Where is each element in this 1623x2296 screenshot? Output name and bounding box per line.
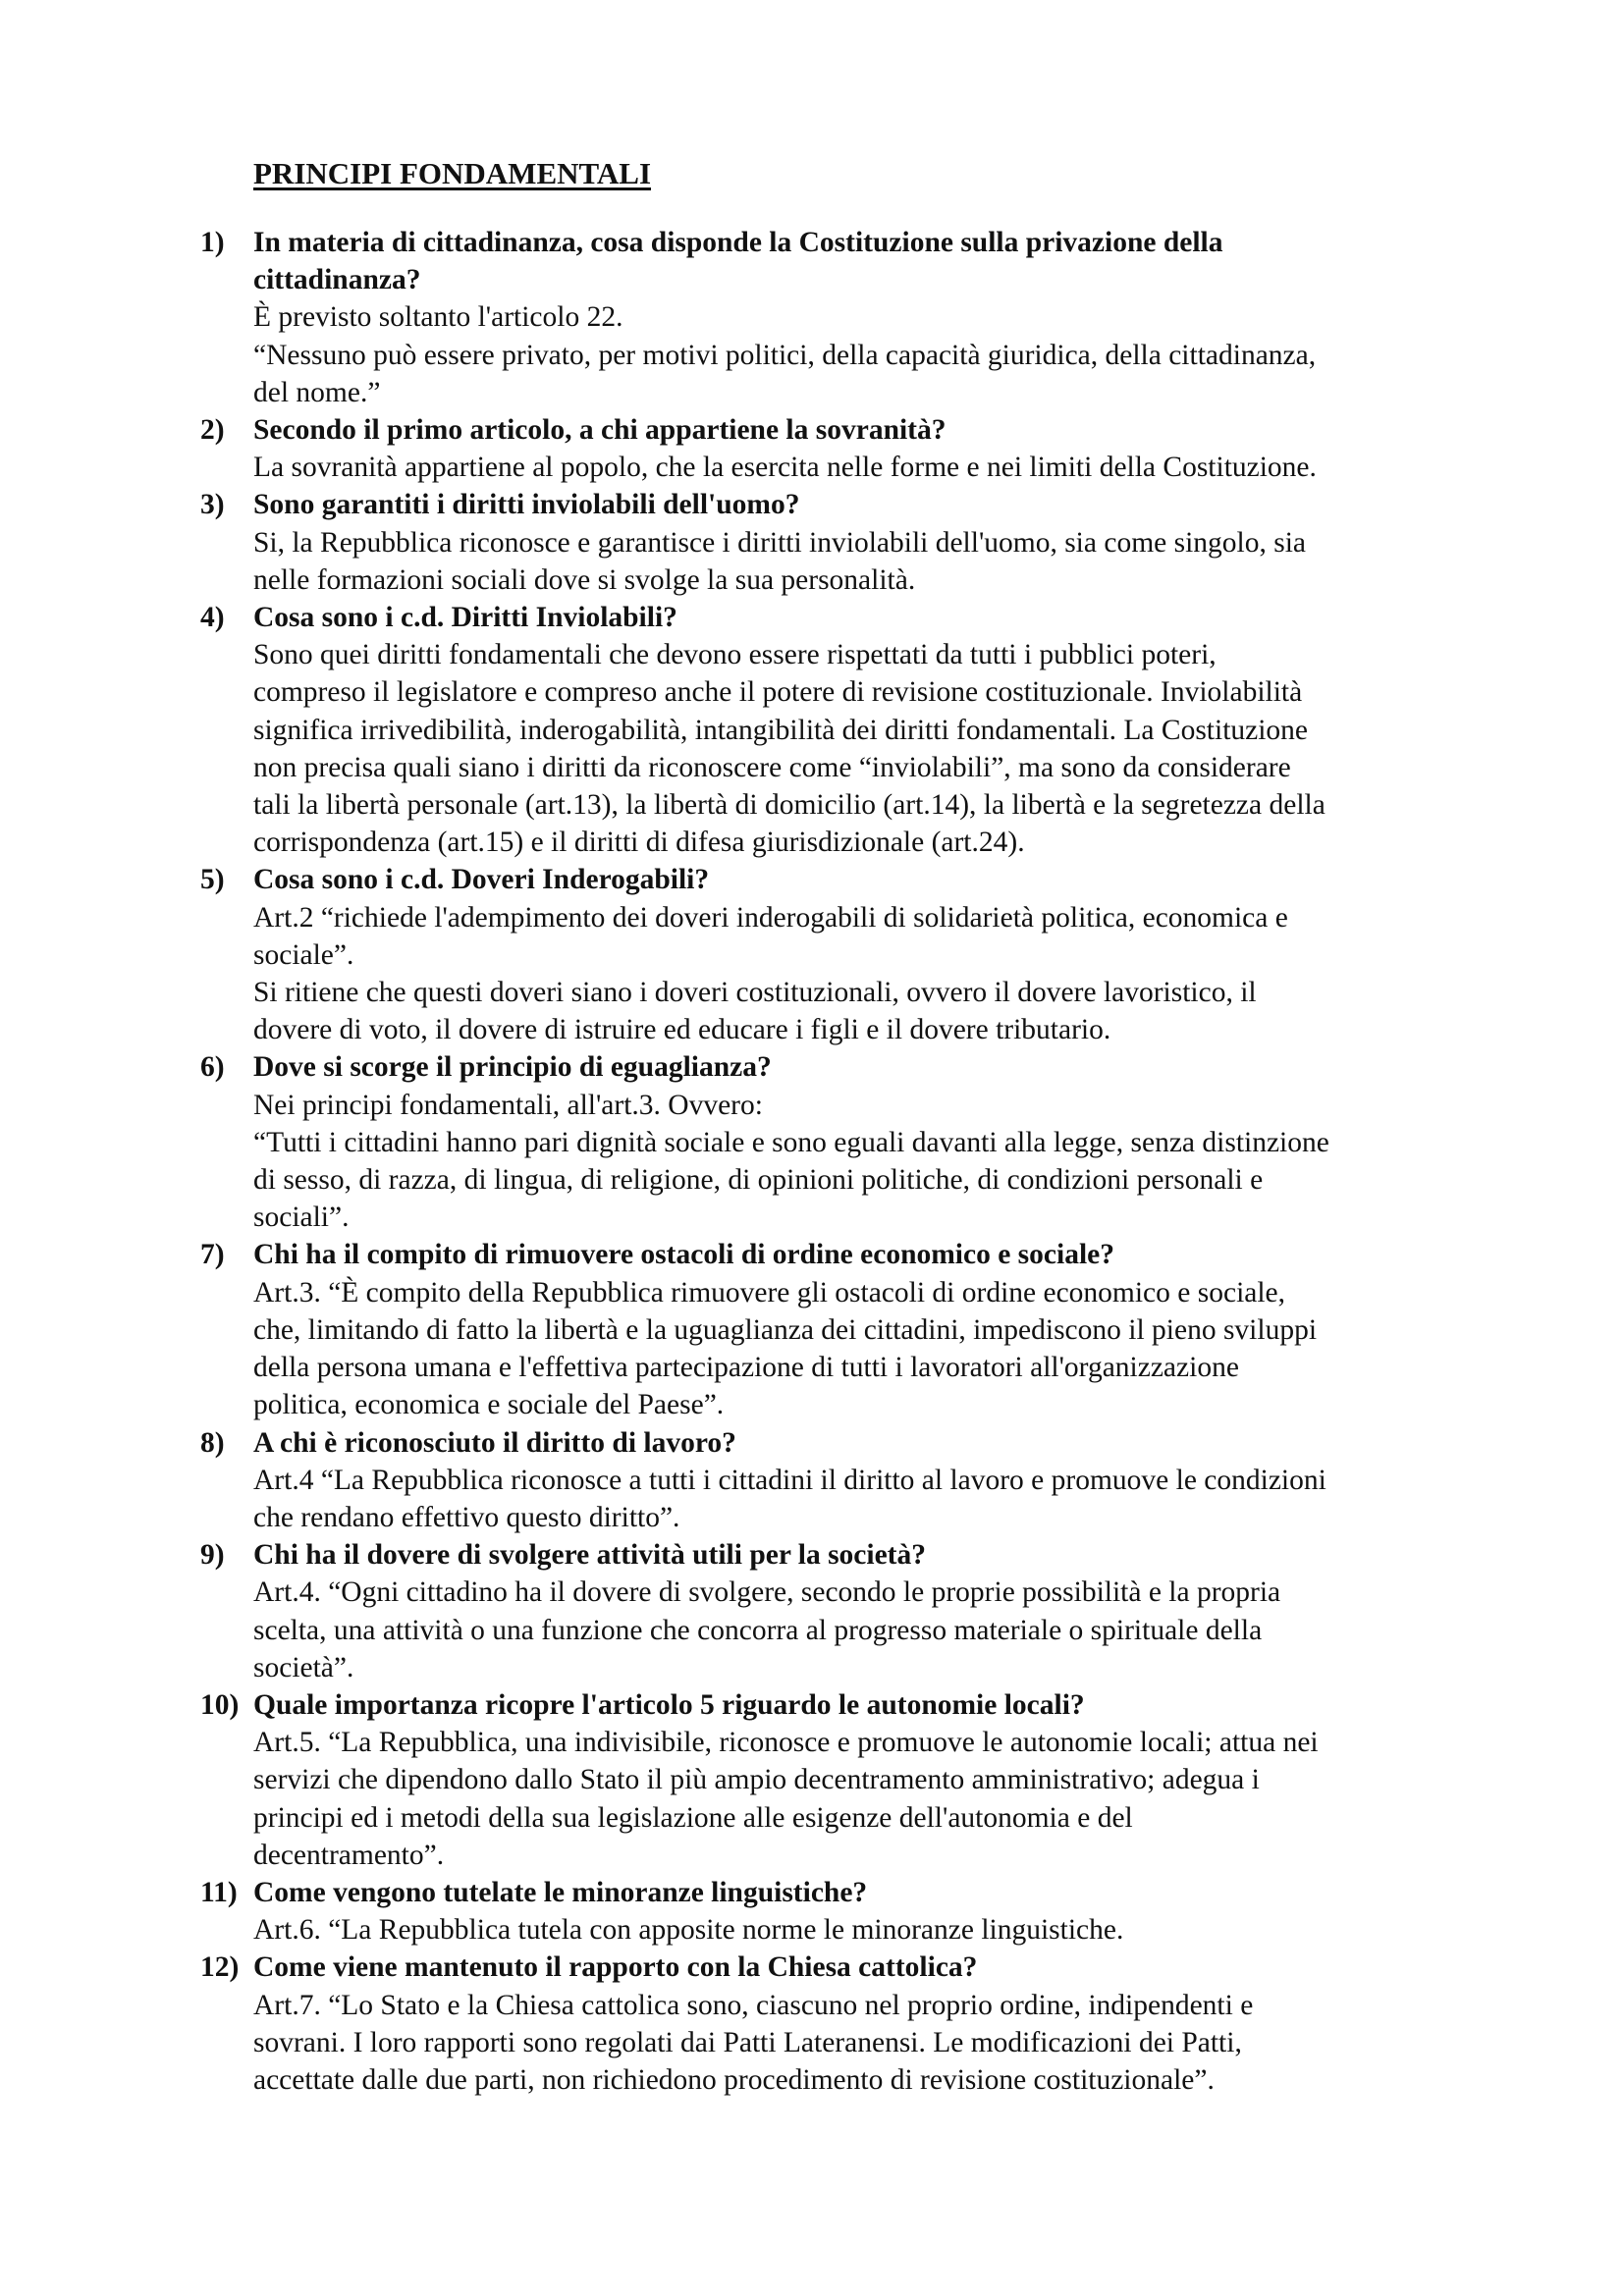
- question-text: [253, 1686, 1477, 1724]
- answer-text: [253, 899, 1477, 1049]
- answer-line: È previsto soltanto l'articolo 22.: [253, 301, 623, 334]
- answer-line: Art.2 “richiede l'adempimento dei doveri inderogabili di solidarietà politica, economica e: [253, 901, 1288, 934]
- question-line: A chi è riconosciuto il diritto di lavoro?: [253, 1426, 736, 1459]
- answer-line: politica, economica e sociale del Paese”.: [253, 1389, 725, 1421]
- question-text: [253, 861, 1477, 898]
- answer-line: decentramento”.: [253, 1839, 445, 1871]
- question-number: 1): [200, 227, 225, 258]
- answer-text: [253, 449, 1477, 486]
- answer-line: Art.6. “La Repubblica tutela con apposite norme le minoranze linguistiche.: [253, 1914, 1124, 1947]
- question-text: [253, 599, 1477, 636]
- answer-line: del nome.”: [253, 376, 381, 408]
- question-item: [200, 1536, 1477, 1686]
- answer-line: dovere di voto, il dovere di istruire ed educare i figli e il dovere tributario.: [253, 1014, 1111, 1046]
- answer-line: di sesso, di razza, di lingua, di religione, di opinioni politiche, di condizioni personali e: [253, 1164, 1264, 1197]
- question-line: Secondo il primo articolo, a chi appartiene la sovranità?: [253, 414, 947, 447]
- question-item: [200, 224, 1477, 411]
- answer-line: sociale”.: [253, 938, 354, 971]
- answer-line: “Nessuno può essere privato, per motivi politici, della capacità giuridica, della cittadinanza,: [253, 339, 1317, 371]
- question-number: 11): [200, 1876, 238, 1908]
- question-text: [253, 486, 1477, 523]
- answer-text: [253, 1087, 1477, 1237]
- answer-line: La sovranità appartiene al popolo, che la esercita nelle forme e nei limiti della Costituzione.: [253, 452, 1317, 484]
- answer-line: sovrani. I loro rapporti sono regolati dai Patti Lateranensi. Le modificazioni dei Patti,: [253, 2026, 1242, 2058]
- answer-text: [253, 1911, 1477, 1949]
- answer-text: [253, 1462, 1477, 1536]
- question-text: [253, 1236, 1477, 1273]
- question-item: [200, 861, 1477, 1048]
- question-number: 8): [200, 1426, 225, 1459]
- question-line: Chi ha il compito di rimuovere ostacoli di ordine economico e sociale?: [253, 1239, 1114, 1271]
- question-line: Chi ha il dovere di svolgere attività utili per la società?: [253, 1539, 927, 1572]
- answer-line: Art.4. “Ogni cittadino ha il dovere di svolgere, secondo le proprie possibilità e la propria: [253, 1576, 1281, 1609]
- question-line: Dove si scorge il principio di eguaglianza?: [253, 1051, 772, 1084]
- question-line: Sono garantiti i diritti inviolabili dell'uomo?: [253, 489, 800, 521]
- question-item: [200, 1874, 1477, 1949]
- question-item: [200, 411, 1477, 486]
- question-line: Come vengono tutelate le minoranze linguistiche?: [253, 1876, 868, 1908]
- question-item: [200, 599, 1477, 861]
- document-title: PRINCIPI FONDAMENTALI: [253, 156, 652, 190]
- answer-text: [253, 1574, 1477, 1686]
- answer-line: tali la libertà personale (art.13), la libertà di domicilio (art.14), la libertà e la segretezza della: [253, 789, 1325, 822]
- answer-line: “Tutti i cittadini hanno pari dignità sociale e sono eguali davanti alla legge, senza distinzione: [253, 1126, 1329, 1158]
- question-number: 2): [200, 414, 225, 447]
- answer-line: significa irrivedibilità, inderogabilità, intangibilità dei diritti fondamentali. La Costituzione: [253, 714, 1309, 746]
- answer-line: Art.7. “Lo Stato e la Chiesa cattolica sono, ciascuno nel proprio ordine, indipendenti e: [253, 1989, 1254, 2021]
- question-item: [200, 1048, 1477, 1236]
- question-text: [253, 1536, 1477, 1574]
- answer-text: [253, 1274, 1477, 1424]
- question-text: [253, 1424, 1477, 1462]
- question-number: 10): [200, 1688, 240, 1721]
- question-line: Cosa sono i c.d. Doveri Inderogabili?: [253, 864, 710, 896]
- answer-line: accettate dalle due parti, non richiedono procedimento di revisione costituzionale”.: [253, 2063, 1215, 2096]
- question-item: [200, 1236, 1477, 1423]
- answer-line: corrispondenza (art.15) e il diritti di difesa giurisdizionale (art.24).: [253, 827, 1025, 859]
- answer-text: [253, 1724, 1477, 1874]
- answer-line: della persona umana e l'effettiva partecipazione di tutti i lavoratori all'organizzazione: [253, 1352, 1239, 1384]
- question-item: [200, 1686, 1477, 1874]
- answer-line: Sono quei diritti fondamentali che devono essere rispettati da tutti i pubblici poteri,: [253, 639, 1217, 671]
- question-number: 4): [200, 602, 225, 634]
- question-text: [253, 224, 1477, 298]
- question-number: 3): [200, 489, 225, 521]
- question-number: 7): [200, 1239, 225, 1271]
- question-number: 6): [200, 1051, 225, 1084]
- question-line: In materia di cittadinanza, cosa disponde la Costituzione sulla privazione della: [253, 227, 1223, 258]
- question-item: [200, 486, 1477, 599]
- answer-text: [253, 1987, 1477, 2100]
- question-number: 5): [200, 864, 225, 896]
- answer-line: servizi che dipendono dallo Stato il più ampio decentramento amministrativo; adegua i: [253, 1764, 1260, 1796]
- answer-line: scelta, una attività o una funzione che concorra al progresso materiale o spirituale della: [253, 1614, 1263, 1646]
- answer-line: che rendano effettivo questo diritto”.: [253, 1501, 680, 1533]
- answer-line: che, limitando di fatto la libertà e la uguaglianza dei cittadini, impediscono il pieno sviluppi: [253, 1313, 1318, 1346]
- answer-line: principi ed i metodi della sua legislazione alle esigenze dell'autonomia e del: [253, 1801, 1133, 1834]
- answer-line: compreso il legislatore e compreso anche il potere di revisione costituzionale. Inviolabilità: [253, 676, 1303, 709]
- question-number: 9): [200, 1539, 225, 1572]
- question-line: Quale importanza ricopre l'articolo 5 riguardo le autonomie locali?: [253, 1688, 1085, 1721]
- answer-line: Art.5. “La Repubblica, una indivisibile, riconosce e promuove le autonomie locali; attua nei: [253, 1727, 1319, 1759]
- answer-text: [253, 524, 1477, 599]
- answer-line: sociali”.: [253, 1201, 350, 1234]
- answer-line: non precisa quali siano i diritti da riconoscere come “inviolabili”, ma sono da considerare: [253, 751, 1291, 783]
- answer-line: Nei principi fondamentali, all'art.3. Ovvero:: [253, 1089, 763, 1121]
- question-text: [253, 411, 1477, 449]
- question-text: [253, 1949, 1477, 1986]
- question-item: [200, 1424, 1477, 1537]
- question-line: cittadinanza?: [253, 264, 421, 296]
- question-text: [253, 1874, 1477, 1911]
- answer-line: nelle formazioni sociali dove si svolge la sua personalità.: [253, 563, 916, 596]
- answer-line: Si ritiene che questi doveri siano i doveri costituzionali, ovvero il dovere lavoristico, il: [253, 977, 1257, 1009]
- answer-text: [253, 636, 1477, 861]
- answer-text: [253, 298, 1477, 411]
- question-text: [253, 1048, 1477, 1086]
- question-list: [200, 224, 1477, 2099]
- question-item: [200, 1949, 1477, 2099]
- answer-line: Art.4 “La Repubblica riconosce a tutti i cittadini il diritto al lavoro e promuove le condizioni: [253, 1464, 1326, 1496]
- answer-line: società”.: [253, 1651, 354, 1683]
- answer-line: Si, la Repubblica riconosce e garantisce i diritti inviolabili dell'uomo, sia come singolo, sia: [253, 526, 1306, 559]
- question-line: Cosa sono i c.d. Diritti Inviolabili?: [253, 602, 677, 634]
- answer-line: Art.3. “È compito della Repubblica rimuovere gli ostacoli di ordine economico e sociale,: [253, 1276, 1286, 1308]
- question-line: Come viene mantenuto il rapporto con la Chiesa cattolica?: [253, 1951, 978, 1984]
- question-number: 12): [200, 1951, 240, 1984]
